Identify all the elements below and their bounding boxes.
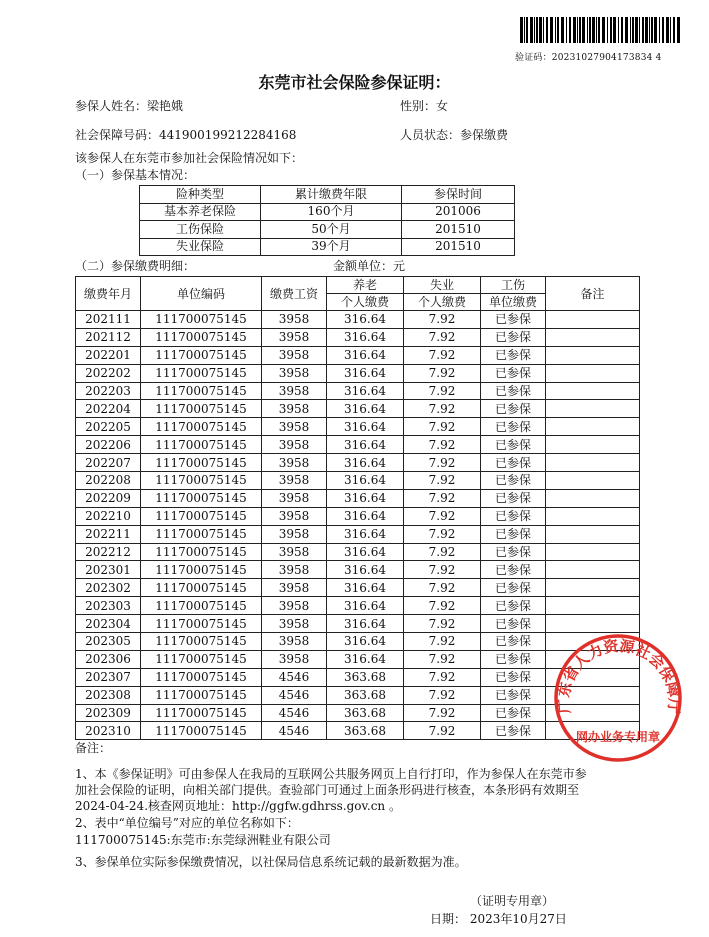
table-cell: 202201: [76, 346, 141, 364]
barcode-bar: [587, 17, 588, 43]
table-cell: 已参保: [481, 615, 546, 633]
table-cell: 7.92: [404, 454, 481, 472]
table-cell: 7.92: [404, 597, 481, 615]
table-cell: 111700075145: [141, 507, 262, 525]
barcode-bar: [659, 17, 660, 43]
verification-code: 验证码：20231027904173834 4: [515, 53, 662, 63]
table-cell: 已参保: [481, 454, 546, 472]
table-cell: 111700075145: [141, 597, 262, 615]
table-cell: 3958: [262, 525, 327, 543]
table-cell: 已参保: [481, 633, 546, 651]
table-cell: 111700075145: [141, 686, 262, 704]
table-row: [76, 507, 640, 525]
seal-bottom-text: 网办业务专用章: [575, 730, 661, 744]
table-cell: 202202: [76, 364, 141, 382]
table-cell: 316.64: [327, 633, 404, 651]
header-pension-personal: 个人缴费: [327, 294, 404, 311]
table-cell: 7.92: [404, 507, 481, 525]
barcode-bar: [524, 17, 525, 43]
table-cell: 316.64: [327, 364, 404, 382]
table-row: [76, 472, 640, 490]
barcode-bar: [618, 17, 619, 43]
table-cell: 316.64: [327, 615, 404, 633]
table-cell: 316.64: [327, 454, 404, 472]
seal-label: （证明专用章）: [470, 894, 555, 908]
table-cell: 111700075145: [141, 436, 262, 454]
table-cell: 已参保: [481, 489, 546, 507]
table-cell: 已参保: [481, 507, 546, 525]
table-row: [76, 579, 640, 597]
table-cell: [546, 489, 640, 507]
table-cell: 3958: [262, 400, 327, 418]
table-cell: 111700075145: [141, 561, 262, 579]
table-cell: [546, 543, 640, 561]
barcode-bar: [592, 17, 595, 43]
barcode-bar: [625, 17, 628, 43]
barcode-bar: [610, 17, 612, 43]
barcode-bar: [569, 17, 571, 43]
person-status: 人员状态：参保缴费: [400, 128, 509, 142]
basic-header-cell: 险种类型: [140, 186, 261, 204]
table-cell: 316.64: [327, 579, 404, 597]
table-cell: [546, 418, 640, 436]
table-cell: 3958: [262, 507, 327, 525]
table-cell: [546, 525, 640, 543]
official-seal: [553, 633, 683, 763]
table-cell: 7.92: [404, 615, 481, 633]
table-cell: 202208: [76, 472, 141, 490]
table-cell: 111700075145: [141, 650, 262, 668]
barcode-bar: [543, 17, 544, 43]
basic-cell: 50个月: [261, 221, 402, 239]
table-row: [76, 311, 640, 329]
note-1-line-2: 加社会保险的证明，向相关部门提供。查验部门可通过上面条形码进行核查，本条形码有效期至: [75, 783, 580, 797]
table-cell: [546, 311, 640, 329]
barcode-bar: [651, 17, 653, 43]
table-cell: 7.92: [404, 472, 481, 490]
table-cell: 316.64: [327, 328, 404, 346]
table-cell: 7.92: [404, 418, 481, 436]
barcode-bar: [536, 17, 538, 43]
barcode-bar: [673, 17, 675, 43]
table-cell: 3958: [262, 382, 327, 400]
table-row: [76, 454, 640, 472]
table-cell: [546, 472, 640, 490]
table-cell: [546, 507, 640, 525]
table-cell: 202306: [76, 650, 141, 668]
table-cell: 316.64: [327, 525, 404, 543]
barcode-bar: [654, 17, 657, 43]
header-unemployment-personal: 个人缴费: [404, 294, 481, 311]
basic-cell: 160个月: [261, 203, 402, 221]
barcode-bar: [534, 17, 535, 43]
table-cell: 已参保: [481, 364, 546, 382]
table-cell: 111700075145: [141, 543, 262, 561]
table-row: [76, 328, 640, 346]
issue-date: 日期： 2023年10月27日: [430, 912, 567, 926]
note-1-line-1: 1、本《参保证明》可由参保人在我局的互联网公共服务网页上自行打印，作为参保人在东莞市参: [75, 767, 587, 781]
table-cell: 已参保: [481, 704, 546, 722]
basic-cell: 201510: [402, 238, 515, 256]
table-cell: [546, 328, 640, 346]
table-cell: 316.64: [327, 597, 404, 615]
table-cell: 4546: [262, 722, 327, 740]
table-cell: 7.92: [404, 400, 481, 418]
table-cell: 已参保: [481, 561, 546, 579]
table-cell: 111700075145: [141, 668, 262, 686]
intro-text: 该参保人在东莞市参加社会保险情况如下：: [75, 151, 304, 165]
table-cell: 316.64: [327, 489, 404, 507]
table-cell: 3958: [262, 615, 327, 633]
table-cell: 7.92: [404, 561, 481, 579]
table-row: [76, 400, 640, 418]
barcode-bar: [589, 17, 591, 43]
note-1-line-3: 2024-04-24.核查网页地址：http://ggfw.gdhrss.gov.cn 。: [75, 799, 401, 813]
barcode-bar: [635, 17, 638, 43]
table-cell: 111700075145: [141, 454, 262, 472]
table-cell: 已参保: [481, 328, 546, 346]
table-cell: 111700075145: [141, 311, 262, 329]
basic-header-cell: 累计缴费年限: [261, 186, 402, 204]
barcode-bar: [632, 17, 634, 43]
barcode-bar: [557, 17, 559, 43]
page-title: 东莞市社会保险参保证明：: [258, 73, 451, 92]
table-cell: 3958: [262, 579, 327, 597]
table-row: [76, 364, 640, 382]
table-cell: 111700075145: [141, 382, 262, 400]
table-cell: 111700075145: [141, 418, 262, 436]
table-cell: 7.92: [404, 633, 481, 651]
basic-row: [140, 203, 515, 221]
table-cell: 363.68: [327, 668, 404, 686]
table-cell: 202302: [76, 579, 141, 597]
table-cell: 已参保: [481, 668, 546, 686]
barcode-bar: [639, 17, 640, 43]
table-cell: 202207: [76, 454, 141, 472]
table-cell: 202210: [76, 507, 141, 525]
table-cell: 3958: [262, 650, 327, 668]
table-cell: 已参保: [481, 525, 546, 543]
barcode-bar: [561, 17, 564, 43]
table-cell: 已参保: [481, 346, 546, 364]
table-cell: 3958: [262, 561, 327, 579]
basic-cell: 201510: [402, 221, 515, 239]
table-row: [76, 382, 640, 400]
table-cell: 316.64: [327, 400, 404, 418]
table-cell: 3958: [262, 364, 327, 382]
table-cell: 3958: [262, 328, 327, 346]
table-row: [76, 346, 640, 364]
notes-label: 备注：: [75, 741, 112, 755]
table-cell: 已参保: [481, 686, 546, 704]
barcode-bar: [573, 17, 576, 43]
gender: 性别：女: [400, 99, 449, 113]
basic-cell: 201006: [402, 203, 515, 221]
table-cell: 202304: [76, 615, 141, 633]
header-note: 备注: [546, 277, 640, 311]
barcode-bar: [649, 17, 650, 43]
table-cell: 202205: [76, 418, 141, 436]
table-cell: [546, 579, 640, 597]
basic-cell: 39个月: [261, 238, 402, 256]
table-cell: 7.92: [404, 346, 481, 364]
table-cell: 111700075145: [141, 704, 262, 722]
table-cell: 316.64: [327, 382, 404, 400]
basic-row: [140, 238, 515, 256]
table-cell: 111700075145: [141, 615, 262, 633]
table-cell: 316.64: [327, 472, 404, 490]
barcode-bar: [520, 17, 523, 43]
table-cell: 316.64: [327, 543, 404, 561]
table-cell: 3958: [262, 436, 327, 454]
table-cell: 111700075145: [141, 364, 262, 382]
barcode-bar: [666, 17, 669, 43]
table-cell: 111700075145: [141, 328, 262, 346]
barcode-bar: [598, 17, 600, 43]
table-row: [76, 418, 640, 436]
header-wage: 缴费工资: [262, 277, 327, 311]
table-cell: 111700075145: [141, 400, 262, 418]
social-security-number: 社会保障号码：441900199212284168: [75, 128, 297, 142]
table-cell: 7.92: [404, 364, 481, 382]
table-cell: 202307: [76, 668, 141, 686]
table-cell: 316.64: [327, 346, 404, 364]
barcode-bar: [582, 17, 585, 43]
detail-header-row: [76, 277, 640, 294]
table-cell: 已参保: [481, 400, 546, 418]
insured-name: 参保人姓名：梁艳娥: [75, 99, 184, 113]
basic-cell: 基本养老保险: [140, 203, 261, 221]
barcode-bar: [602, 17, 605, 43]
table-cell: [546, 436, 640, 454]
table-cell: 316.64: [327, 418, 404, 436]
barcode-bar: [579, 17, 581, 43]
table-cell: 202309: [76, 704, 141, 722]
table-cell: 202301: [76, 561, 141, 579]
table-cell: 363.68: [327, 722, 404, 740]
table-cell: [546, 615, 640, 633]
table-cell: 3958: [262, 472, 327, 490]
table-cell: 已参保: [481, 436, 546, 454]
table-cell: 202204: [76, 400, 141, 418]
barcode-bar: [645, 17, 648, 43]
table-cell: 111700075145: [141, 525, 262, 543]
table-cell: 7.92: [404, 489, 481, 507]
table-cell: 已参保: [481, 472, 546, 490]
header-month: 缴费年月: [76, 277, 141, 311]
header-injury-unit: 单位缴费: [481, 294, 546, 311]
table-cell: 3958: [262, 454, 327, 472]
table-cell: 202209: [76, 489, 141, 507]
table-cell: 已参保: [481, 579, 546, 597]
table-cell: 202305: [76, 633, 141, 651]
table-row: [76, 489, 640, 507]
barcode-bar: [550, 17, 553, 43]
table-cell: 已参保: [481, 722, 546, 740]
barcode-bar: [642, 17, 644, 43]
basic-info-table: [139, 185, 515, 256]
barcode-bar: [555, 17, 556, 43]
table-cell: 202111: [76, 311, 141, 329]
table-cell: 7.92: [404, 579, 481, 597]
barcode-bar: [607, 17, 608, 43]
table-cell: 7.92: [404, 668, 481, 686]
table-cell: 已参保: [481, 543, 546, 561]
table-cell: 3958: [262, 346, 327, 364]
barcode-bar: [596, 17, 597, 43]
table-cell: 7.92: [404, 704, 481, 722]
table-cell: 202303: [76, 597, 141, 615]
section-detail-title: （二）参保缴费明细：: [75, 259, 196, 273]
header-pension: 养老: [327, 277, 404, 294]
table-cell: 3958: [262, 633, 327, 651]
table-cell: [546, 382, 640, 400]
table-cell: 7.92: [404, 722, 481, 740]
barcode-bar: [577, 17, 578, 43]
table-cell: 已参保: [481, 311, 546, 329]
note-2-line-1: 2、表中“单位编号”对应的单位名称如下：: [75, 816, 299, 830]
table-cell: 7.92: [404, 543, 481, 561]
basic-row: [140, 221, 515, 239]
table-cell: 363.68: [327, 704, 404, 722]
table-cell: 已参保: [481, 650, 546, 668]
table-cell: 363.68: [327, 686, 404, 704]
table-cell: 已参保: [481, 418, 546, 436]
table-cell: 111700075145: [141, 346, 262, 364]
barcode-bar: [530, 17, 533, 43]
table-cell: 316.64: [327, 436, 404, 454]
table-cell: 3958: [262, 311, 327, 329]
barcode: [520, 17, 680, 43]
table-cell: [546, 400, 640, 418]
svg-text:广东省人力资源社会保障厅: [555, 637, 683, 715]
barcode-bar: [630, 17, 631, 43]
table-cell: 3958: [262, 543, 327, 561]
basic-cell: 工伤保险: [140, 221, 261, 239]
table-cell: [546, 346, 640, 364]
barcode-bar: [670, 17, 671, 43]
table-cell: 7.92: [404, 311, 481, 329]
table-cell: 7.92: [404, 382, 481, 400]
table-cell: [546, 561, 640, 579]
header-unemployment: 失业: [404, 277, 481, 294]
table-cell: 4546: [262, 686, 327, 704]
table-row: [76, 543, 640, 561]
table-cell: 202203: [76, 382, 141, 400]
table-cell: 202308: [76, 686, 141, 704]
table-row: [76, 561, 640, 579]
barcode-bar: [566, 17, 567, 43]
header-unit-code: 单位编码: [141, 277, 262, 311]
note-2-line-2: 111700075145:东莞市:东莞绿洲鞋业有限公司: [75, 833, 331, 847]
table-cell: 7.92: [404, 686, 481, 704]
basic-header-row: [140, 186, 515, 204]
table-cell: 111700075145: [141, 489, 262, 507]
table-cell: 202212: [76, 543, 141, 561]
table-cell: 316.64: [327, 561, 404, 579]
note-3: 3、参保单位实际参保缴费情况，以社保局信息系统记载的最新数据为准。: [75, 855, 467, 869]
table-cell: 316.64: [327, 311, 404, 329]
table-cell: 4546: [262, 704, 327, 722]
basic-header-cell: 参保时间: [402, 186, 515, 204]
table-cell: 7.92: [404, 328, 481, 346]
table-cell: 3958: [262, 597, 327, 615]
table-cell: 已参保: [481, 382, 546, 400]
table-cell: 3958: [262, 489, 327, 507]
barcode-bar: [677, 17, 680, 43]
table-cell: 111700075145: [141, 633, 262, 651]
barcode-bar: [546, 17, 548, 43]
barcode-bar: [621, 17, 623, 43]
barcode-bar: [539, 17, 542, 43]
table-cell: 202206: [76, 436, 141, 454]
barcode-bar: [526, 17, 528, 43]
table-cell: 7.92: [404, 436, 481, 454]
table-cell: 316.64: [327, 507, 404, 525]
table-row: [76, 615, 640, 633]
table-cell: 7.92: [404, 650, 481, 668]
table-cell: 7.92: [404, 525, 481, 543]
barcode-bar: [662, 17, 664, 43]
section-basic-title: （一）参保基本情况：: [75, 168, 196, 182]
table-cell: 已参保: [481, 597, 546, 615]
table-row: [76, 436, 640, 454]
table-cell: 316.64: [327, 650, 404, 668]
header-injury: 工伤: [481, 277, 546, 294]
table-cell: 202310: [76, 722, 141, 740]
table-cell: 202211: [76, 525, 141, 543]
table-row: [76, 525, 640, 543]
barcode-bar: [613, 17, 616, 43]
basic-cell: 失业保险: [140, 238, 261, 256]
table-cell: 3958: [262, 418, 327, 436]
table-cell: [546, 364, 640, 382]
table-cell: 202112: [76, 328, 141, 346]
table-cell: 111700075145: [141, 472, 262, 490]
table-cell: 111700075145: [141, 579, 262, 597]
table-cell: 4546: [262, 668, 327, 686]
amount-unit: 金额单位：元: [333, 259, 406, 273]
table-cell: [546, 454, 640, 472]
table-cell: 111700075145: [141, 722, 262, 740]
table-cell: [546, 597, 640, 615]
table-row: [76, 597, 640, 615]
seal-ring-text: 广东省人力资源社会保障厅: [554, 636, 683, 715]
